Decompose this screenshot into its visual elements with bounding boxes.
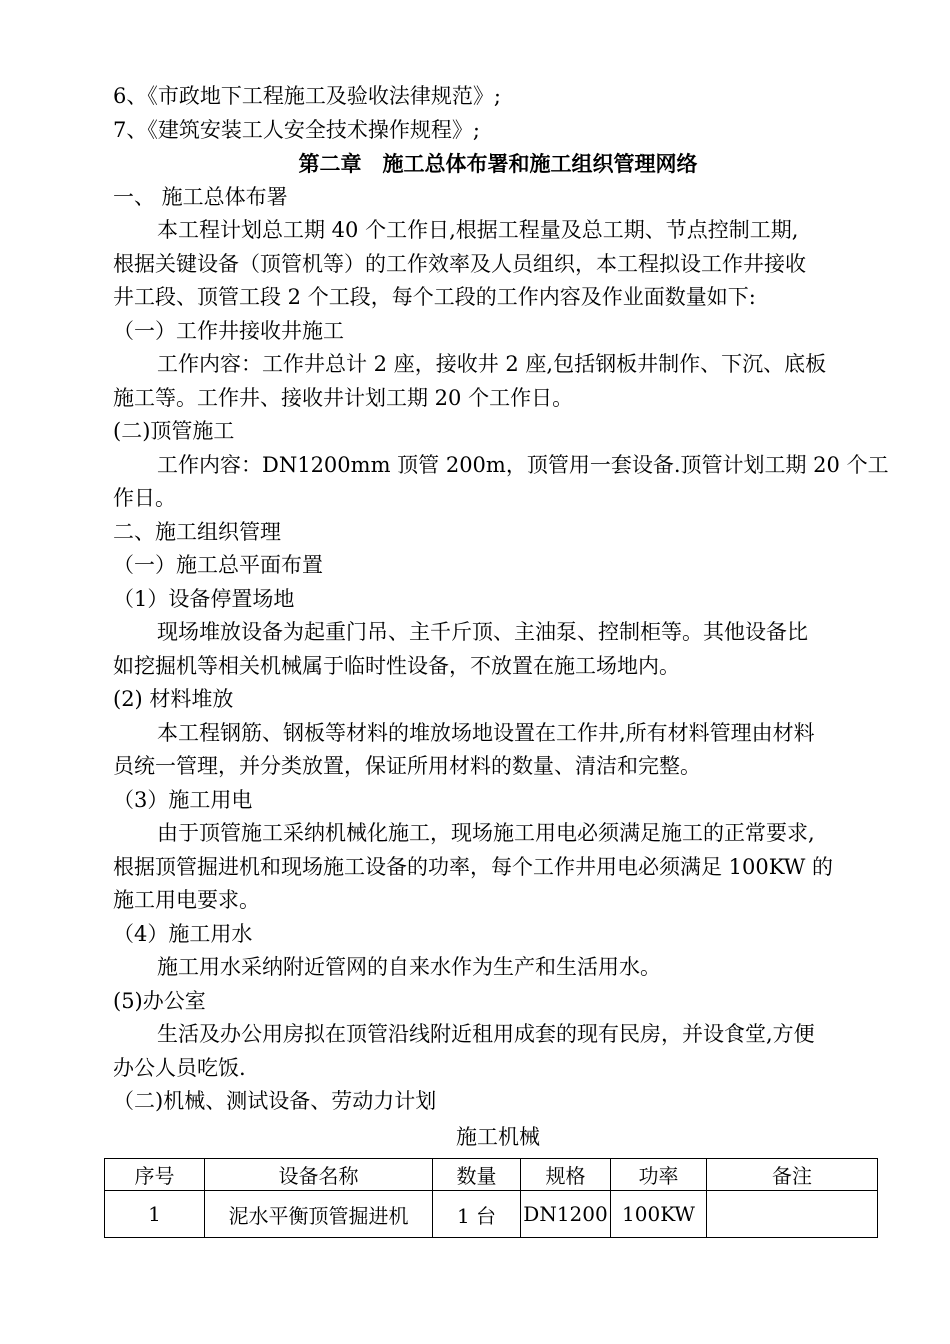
cell-equipment-name: 泥水平衡顶管掘进机 <box>205 1191 433 1238</box>
item-heading: （1）设备停置场地 <box>113 586 295 611</box>
table-header-row <box>105 1159 878 1191</box>
header-equipment-name: 设备名称 <box>205 1159 433 1191</box>
item-heading: (5)办公室 <box>113 988 206 1013</box>
subsection-heading: (二)顶管施工 <box>113 419 235 443</box>
subsection-heading: （二)机械、测试设备、劳动力计划 <box>113 1089 437 1113</box>
section-heading: 二、施工组织管理 <box>113 519 281 544</box>
cell-specification: DN1200 <box>521 1191 611 1238</box>
machinery-table <box>104 1158 878 1238</box>
cell-quantity: 1 台 <box>433 1191 521 1238</box>
item-heading: （4）施工用水 <box>113 921 253 946</box>
cell-index: 1 <box>105 1191 205 1238</box>
paragraph-line: 作日。 <box>113 486 176 510</box>
item-heading: （3）施工用电 <box>113 787 253 812</box>
paragraph-line: 7、《建筑安装工人安全技术操作规程》; <box>113 117 480 142</box>
cell-power: 100KW <box>611 1191 707 1238</box>
header-quantity: 数量 <box>433 1159 521 1191</box>
paragraph-line: 现场堆放设备为起重门吊、主千斤顶、主油泵、控制柜等。其他设备比 <box>157 620 808 644</box>
paragraph-line: 员统一管理，并分类放置，保证所用材料的数量、清洁和完整。 <box>113 754 701 778</box>
paragraph-line: 生活及办公用房拟在顶管沿线附近租用成套的现有民房，并设食堂,方便 <box>157 1022 815 1046</box>
cell-remarks <box>707 1191 878 1238</box>
paragraph-line: 办公人员吃饭. <box>113 1055 246 1080</box>
paragraph-line: 根据顶管掘进机和现场施工设备的功率，每个工作井用电必须满足 100KW 的 <box>113 854 833 879</box>
item-heading: (2) 材料堆放 <box>113 687 234 711</box>
header-power: 功率 <box>611 1159 707 1191</box>
header-specification: 规格 <box>521 1159 611 1191</box>
paragraph-line: 工作内容：DN1200mm 顶管 200m，顶管用一套设备.顶管计划工期 20 个工 <box>157 452 889 477</box>
table-caption: 施工机械 <box>456 1124 540 1149</box>
paragraph-line: 本工程计划总工期 40 个工作日,根据工程量及总工期、节点控制工期, <box>157 218 799 242</box>
paragraph-line: 施工用水采纳附近管网的自来水作为生产和生活用水。 <box>157 955 661 979</box>
paragraph-line: 施工等。工作井、接收井计划工期 20 个工作日。 <box>113 385 574 410</box>
chapter-title: 第二章 施工总体布署和施工组织管理网络 <box>298 151 698 176</box>
paragraph-line: 如挖掘机等相关机械属于临时性设备，不放置在施工场地内。 <box>113 653 680 678</box>
paragraph-line: 工作内容：工作井总计 2 座，接收井 2 座,包括钢板井制作、下沉、底板 <box>157 352 827 376</box>
header-remarks: 备注 <box>707 1159 878 1191</box>
table-row <box>105 1191 878 1238</box>
paragraph-line: 由于顶管施工采纳机械化施工，现场施工用电必须满足施工的正常要求, <box>157 821 815 845</box>
paragraph-line: 施工用电要求。 <box>113 888 260 912</box>
paragraph-line: 根据关键设备（顶管机等）的工作效率及人员组织，本工程拟设工作井接收 <box>113 251 806 276</box>
document-page <box>113 80 889 1154</box>
paragraph-line: 井工段、顶管工段 2 个工段，每个工段的工作内容及作业面数量如下: <box>113 285 756 309</box>
paragraph-line: 6、《市政地下工程施工及验收法律规范》; <box>113 84 501 108</box>
subsection-heading: （一）施工总平面布置 <box>113 553 323 577</box>
paragraph-line: 本工程钢筋、钢板等材料的堆放场地设置在工作井,所有材料管理由材料 <box>157 720 815 745</box>
subsection-heading: （一）工作井接收井施工 <box>113 318 344 343</box>
section-heading: 一、 施工总体布署 <box>113 184 288 209</box>
header-index: 序号 <box>105 1159 205 1191</box>
